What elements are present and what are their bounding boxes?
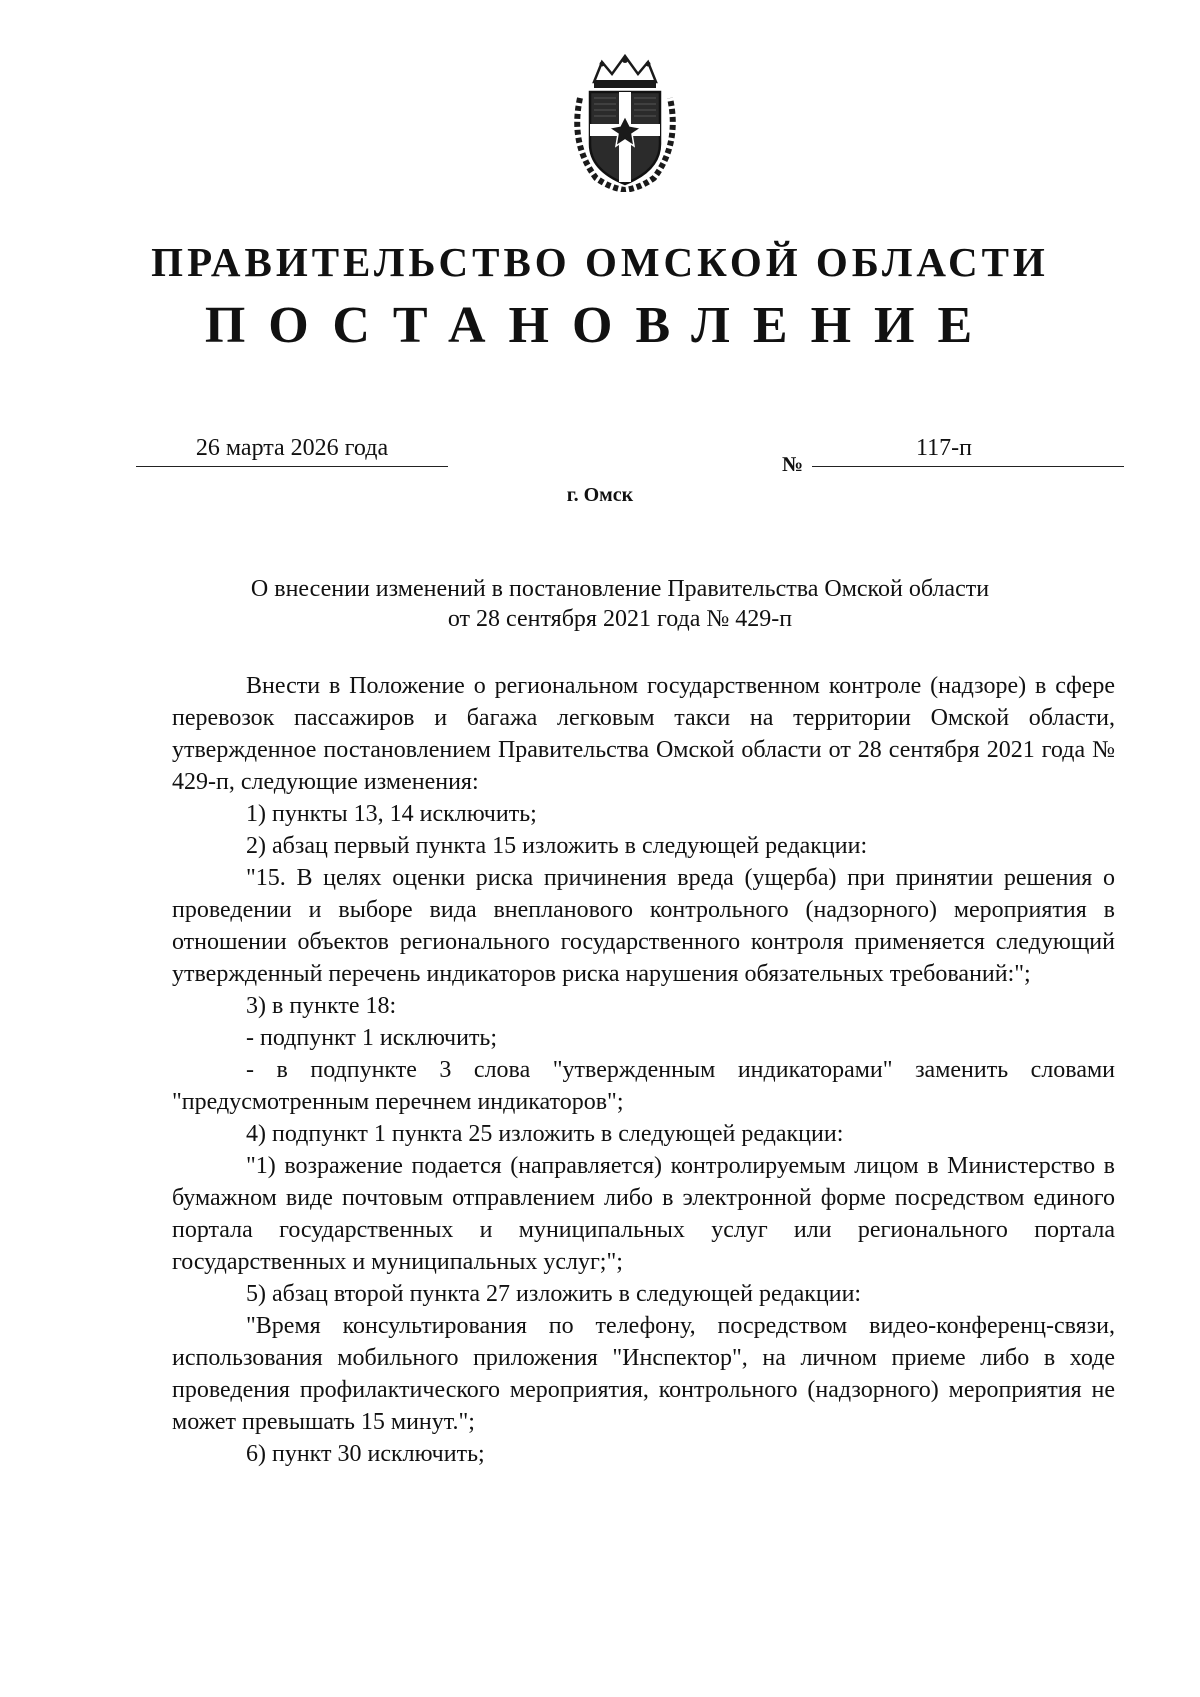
city-name: г. Омск bbox=[566, 484, 634, 506]
body-paragraph: 2) абзац первый пункта 15 изложить в следующей редакции: bbox=[246, 833, 868, 859]
body-paragraph: "Время консультирования по телефону, посредством видео-конференц-связи, использования мобильного приложения "Инспектор", на личном приеме либо в ходе проведения профилактического мероприятия, контрольного (надзорного) мероприятия не может превышать 15 минут."; bbox=[172, 1313, 1115, 1435]
decree-number: 117-п bbox=[916, 435, 972, 461]
body-paragraph: 6) пункт 30 исключить; bbox=[246, 1441, 485, 1467]
body-paragraph: "15. В целях оценки риска причинения вреда (ущерба) при принятии решения о проведении и выборе вида внепланового контрольного (надзорного) мероприятия в отношении объектов регионального государственного контроля применяется следующий утвержденный перечень индикаторов риска нарушения обязательных требований:"; bbox=[172, 865, 1115, 987]
document-type-title: ПОСТАНОВЛЕНИЕ bbox=[204, 297, 996, 354]
body-paragraph: 5) абзац второй пункта 27 изложить в следующей редакции: bbox=[246, 1281, 862, 1307]
number-label: № bbox=[782, 452, 804, 476]
body-paragraph: 4) подпункт 1 пункта 25 изложить в следующей редакции: bbox=[246, 1121, 844, 1147]
subject-line-2: от 28 сентября 2021 года № 429-п bbox=[447, 606, 793, 632]
body-paragraph: - в подпункте 3 слова "утвержденным индикаторами" заменить словами "предусмотренным перечнем индикаторов"; bbox=[172, 1057, 1115, 1115]
coat-of-arms-emblem bbox=[566, 52, 684, 192]
body-paragraph: - подпункт 1 исключить; bbox=[246, 1025, 498, 1051]
decree-subject bbox=[160, 574, 1080, 634]
government-title: ПРАВИТЕЛЬСТВО ОМСКОЙ ОБЛАСТИ bbox=[151, 239, 1049, 285]
body-paragraph: "1) возражение подается (направляется) контролируемым лицом в Министерство в бумажном виде почтовым отправлением либо в электронной форме посредством единого портала государственных и муниципальных услуг или регионального портала государственных и муниципальных услуг;"; bbox=[172, 1153, 1115, 1275]
body-paragraph: 3) в пункте 18: bbox=[246, 993, 397, 1019]
subject-line-1: О внесении изменений в постановление Правительства Омской области bbox=[250, 576, 990, 602]
body-paragraph: 1) пункты 13, 14 исключить; bbox=[246, 801, 537, 827]
decree-number-field bbox=[812, 432, 1124, 467]
body-paragraph: Внести в Положение о региональном государственном контроле (надзоре) в сфере перевозок пассажиров и багажа легковым такси на территории Омской области, утвержденное постановлением Правительства Омской области от 28 сентября 2021 года № 429-п, следующие изменения: bbox=[172, 673, 1115, 795]
decree-body bbox=[172, 670, 1115, 1470]
decree-date: 26 марта 2026 года bbox=[136, 432, 448, 467]
